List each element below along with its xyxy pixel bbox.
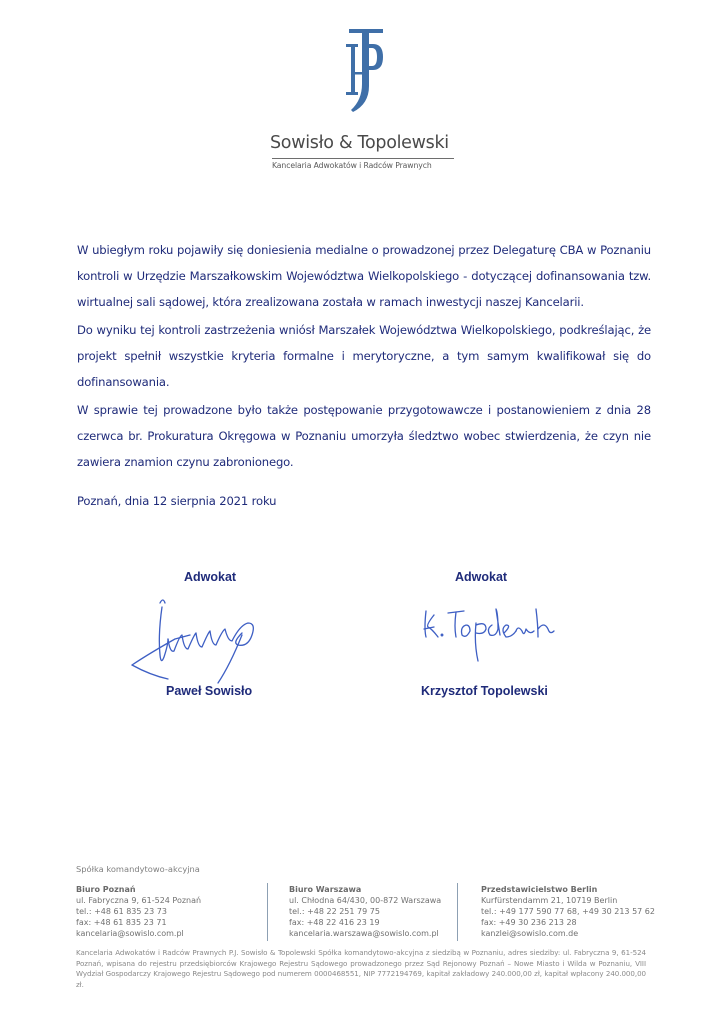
office-phone: tel.: +48 61 835 23 73	[76, 907, 167, 916]
office-address: ul. Chłodna 64/430, 00-872 Warszawa	[289, 896, 442, 905]
office-poznan	[76, 884, 201, 939]
office-address: ul. Fabryczna 9, 61-524 Poznań	[76, 896, 202, 905]
letterhead	[0, 26, 724, 170]
signature-krzysztof-topolewski	[420, 605, 580, 665]
body-paragraph-1: W ubiegłym roku pojawiły się doniesienia medialne o prowadzonej przez Delegaturę CBA w Poznaniu kontroli w Urzędzie Marszałkowskim Województwa Wielkopolskiego - dotyczącej dofinansowania tzw. wirtualnej sali sądowej, która zrealizowana została w ramach inwestycji naszej Kancelarii.	[77, 243, 651, 309]
office-fax: fax: +48 61 835 23 71	[76, 918, 167, 927]
footer-divider	[267, 883, 268, 941]
office-phone: tel.: +49 177 590 77 68, +49 30 213 57 62	[481, 907, 655, 916]
signatory-1-title: Adwokat	[184, 570, 237, 584]
office-name: Przedstawicielstwo Berlin	[481, 885, 598, 894]
date-line: Poznań, dnia 12 sierpnia 2021 roku	[77, 494, 277, 508]
signatory-1-name: Paweł Sowisło	[166, 684, 253, 698]
legal-notice: Kancelaria Adwokatów i Radców Prawnych P.J. Sowisło & Topolewski Spółka komandytowo-akcyjna z siedzibą w Poznaniu, adres siedziby: ul. Fabryczna 9, 61-524 Poznań, wpisana do rejestru przedsiębiorców Krajowego Rejestru Sądowego prowadzonego przez Sąd Rejonowy Poznań – Nowe Miasto i Wilda w Poznaniu, VIII Wydział Gospodarczy Krajowego Rejestru Sądowego pod numerem 0000468551, NIP 7772194769, kapitał zakładowy 240.000,00 zł, kapitał wpłacony 240.000,00 zł.	[76, 948, 646, 989]
office-email: kancelaria.warszawa@sowislo.com.pl	[289, 929, 439, 938]
office-email: kanzlei@sowislo.com.de	[481, 929, 579, 938]
office-fax: fax: +48 22 416 23 19	[289, 918, 380, 927]
signatory-2-name: Krzysztof Topolewski	[421, 684, 548, 698]
footer-divider	[457, 883, 458, 941]
body-paragraph-3: W sprawie tej prowadzone było także postępowanie przygotowawcze i postanowieniem z dnia 28 czerwca br. Prokuratura Okręgowa w Poznaniu umorzyła śledztwo wobec stwierdzenia, że czyn nie zawiera znamion czynu zabronionego.	[77, 403, 651, 469]
signature-pawel-sowislo	[130, 595, 310, 685]
office-name: Biuro Poznań	[76, 885, 136, 894]
firm-monogram-logo	[333, 26, 389, 112]
office-email: kancelaria@sowislo.com.pl	[76, 929, 184, 938]
office-address: Kurfürstendamm 21, 10719 Berlin	[481, 896, 618, 905]
office-phone: tel.: +48 22 251 79 75	[289, 907, 380, 916]
office-warszawa	[289, 884, 441, 939]
letterhead-divider	[272, 158, 454, 159]
firm-subtitle: Kancelaria Adwokatów i Radców Prawnych	[272, 161, 432, 170]
firm-name: Sowisło & Topolewski	[270, 133, 449, 153]
office-name: Biuro Warszawa	[289, 885, 362, 894]
office-fax: fax: +49 30 236 213 28	[481, 918, 577, 927]
signatory-2-title: Adwokat	[455, 570, 508, 584]
office-berlin	[481, 884, 655, 939]
company-type: Spółka komandytowo-akcyjna	[76, 864, 200, 874]
body-paragraph-2: Do wyniku tej kontroli zastrzeżenia wniósł Marszałek Województwa Wielkopolskiego, podkreślając, że projekt spełnił wszystkie kryteria formalne i merytoryczne, a tym samym kwalifikował się do dofinansowania.	[77, 323, 651, 389]
